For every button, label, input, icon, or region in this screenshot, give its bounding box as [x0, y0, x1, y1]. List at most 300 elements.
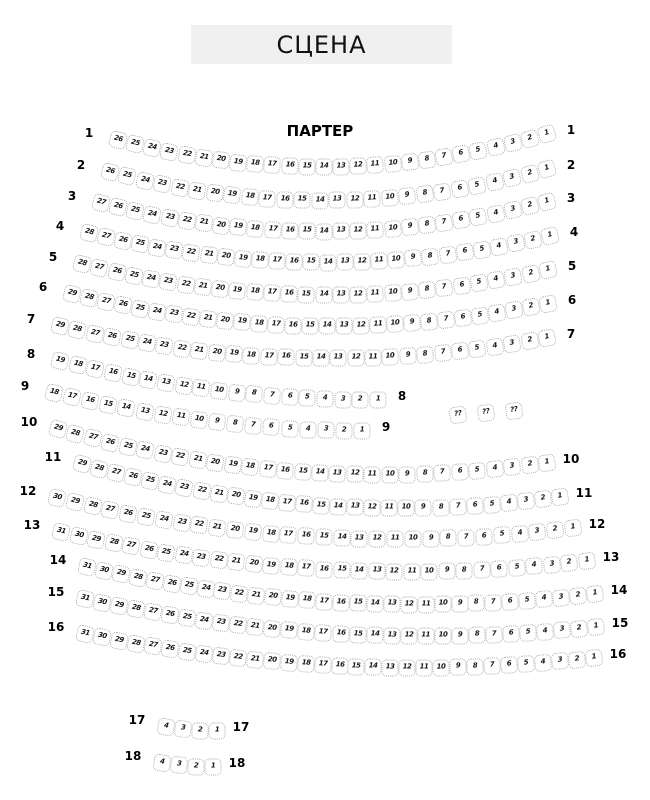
seat[interactable]: 1 [537, 328, 557, 348]
seat[interactable]: 12 [349, 222, 367, 240]
seat[interactable]: 18 [44, 383, 64, 403]
seat[interactable]: 28 [82, 496, 102, 516]
seat[interactable]: 12 [346, 191, 364, 209]
seat[interactable]: 3 [503, 200, 523, 220]
seat[interactable]: 9 [227, 383, 246, 402]
seat[interactable]: 24 [194, 644, 213, 663]
seat[interactable]: 6 [455, 243, 474, 262]
seat[interactable]: 12 [400, 628, 417, 645]
seat[interactable]: 7 [433, 344, 452, 363]
seat[interactable]: 22 [170, 178, 190, 198]
seat[interactable]: 16 [276, 191, 294, 209]
seat[interactable]: 6 [502, 625, 520, 643]
seat[interactable]: 18 [251, 251, 269, 269]
seat[interactable]: 16 [285, 253, 303, 271]
seat[interactable]: 25 [130, 299, 150, 319]
seat[interactable]: 23 [155, 336, 174, 355]
seat[interactable]: 7 [483, 657, 501, 675]
seat[interactable]: 7 [435, 279, 454, 298]
seat[interactable]: 24 [135, 170, 155, 190]
seat[interactable]: 14 [366, 595, 383, 612]
seat[interactable]: 3 [174, 720, 193, 739]
seat[interactable]: 24 [195, 611, 214, 630]
seat[interactable]: 7 [438, 245, 457, 264]
seat[interactable]: 21 [190, 341, 209, 360]
seat[interactable]: 2 [521, 264, 541, 284]
seat[interactable]: 23 [212, 613, 231, 632]
seat[interactable]: 12 [386, 563, 403, 580]
seat[interactable]: 4 [485, 137, 505, 157]
seat[interactable]: 26 [113, 295, 133, 315]
seat[interactable]: 16 [280, 285, 298, 303]
seat[interactable]: 1 [536, 123, 557, 144]
seat[interactable]: 28 [126, 634, 146, 654]
seat[interactable]: 7 [449, 498, 467, 516]
seat[interactable]: 25 [125, 201, 145, 221]
seat[interactable]: 4 [536, 623, 554, 641]
seat[interactable]: 12 [174, 376, 193, 395]
seat[interactable]: 4 [485, 337, 504, 356]
seat[interactable]: 5 [517, 655, 535, 673]
seat[interactable]: 15 [349, 594, 367, 612]
seat[interactable]: 5 [469, 274, 488, 293]
seat[interactable]: 28 [89, 458, 110, 479]
seat[interactable]: 23 [174, 478, 194, 498]
seat[interactable]: 18 [241, 188, 259, 206]
seat[interactable]: 10 [434, 596, 451, 613]
seat[interactable]: 2 [523, 230, 543, 250]
seat[interactable]: 17 [297, 559, 315, 577]
seat[interactable]: 1 [209, 723, 226, 740]
seat[interactable]: 9 [404, 249, 422, 267]
seat[interactable]: 3 [504, 301, 524, 321]
seat[interactable]: 13 [351, 530, 368, 547]
seat[interactable]: 22 [172, 339, 191, 358]
seat[interactable]: 15 [294, 192, 311, 209]
seat[interactable]: 21 [227, 553, 246, 572]
seat[interactable]: 22 [230, 584, 249, 603]
seat[interactable]: 26 [102, 327, 122, 347]
seat[interactable]: 7 [485, 626, 503, 644]
seat[interactable]: 5 [468, 207, 488, 227]
seat[interactable]: 2 [568, 650, 587, 669]
seat[interactable]: 19 [281, 590, 299, 608]
seat[interactable]: 7 [433, 464, 451, 482]
seat[interactable]: 6 [450, 179, 470, 199]
seat[interactable]: 4 [299, 421, 317, 439]
seat[interactable]: 19 [243, 523, 262, 542]
seat[interactable]: 26 [100, 432, 120, 452]
seat[interactable]: 10 [387, 251, 405, 269]
seat[interactable]: 15 [333, 561, 351, 579]
seat[interactable]: 22 [229, 616, 248, 635]
seat[interactable]: 29 [109, 631, 129, 651]
seat[interactable]: 16 [332, 625, 350, 643]
seat[interactable]: 12 [346, 466, 363, 483]
seat[interactable]: 25 [117, 166, 138, 187]
seat[interactable]: 9 [399, 347, 417, 365]
seat[interactable]: 23 [159, 142, 179, 162]
seat[interactable]: 29 [86, 530, 106, 550]
seat[interactable]: 7 [434, 213, 453, 232]
seat[interactable]: 18 [298, 591, 316, 609]
seat[interactable]: 25 [125, 134, 146, 155]
seat[interactable]: 20 [211, 280, 230, 299]
seat[interactable]: 2 [519, 128, 540, 149]
seat[interactable]: 27 [143, 637, 162, 656]
seat[interactable]: 1 [587, 618, 606, 637]
seat[interactable]: 16 [276, 461, 294, 479]
seat[interactable]: 3 [543, 556, 562, 575]
seat[interactable]: 19 [233, 250, 251, 268]
seat[interactable]: 21 [194, 214, 213, 233]
seat[interactable]: 16 [331, 657, 349, 675]
seat[interactable]: 15 [298, 158, 315, 175]
seat[interactable]: 18 [280, 558, 298, 576]
seat[interactable]: 6 [281, 388, 299, 406]
seat[interactable]: 17 [278, 493, 297, 512]
seat[interactable]: 15 [293, 463, 311, 481]
seat[interactable]: 21 [188, 450, 207, 469]
seat[interactable]: 1 [537, 192, 558, 213]
seat[interactable]: 14 [320, 254, 337, 271]
seat[interactable]: 12 [369, 531, 386, 548]
seat[interactable]: 9 [450, 659, 467, 676]
seat[interactable]: 3 [553, 621, 571, 639]
seat[interactable]: 25 [179, 577, 198, 596]
seat[interactable]: 3 [551, 652, 569, 670]
seat[interactable]: 20 [216, 311, 235, 330]
seat[interactable]: 24 [174, 546, 193, 565]
seat[interactable]: 20 [216, 248, 235, 267]
seat[interactable]: 1 [538, 294, 558, 314]
seat[interactable]: 18 [261, 524, 279, 542]
seat[interactable]: 8 [245, 385, 264, 404]
seat[interactable]: 20 [226, 521, 245, 540]
seat[interactable]: 22 [182, 243, 201, 262]
seat[interactable]: 5 [493, 526, 511, 544]
seat[interactable]: 2 [520, 196, 541, 217]
seat[interactable]: 11 [417, 628, 434, 645]
seat[interactable]: 15 [349, 626, 367, 644]
seat[interactable]: 5 [298, 389, 316, 407]
seat[interactable]: 23 [159, 272, 179, 292]
seat[interactable]: 5 [508, 559, 526, 577]
seat[interactable]: 11 [366, 221, 384, 239]
seat[interactable]: 6 [501, 593, 519, 611]
seat[interactable]: 24 [196, 579, 215, 598]
seat[interactable]: 13 [382, 659, 399, 676]
seat[interactable]: 15 [315, 529, 333, 547]
seat[interactable]: 20 [206, 453, 225, 472]
seat[interactable]: 2 [519, 163, 540, 184]
seat[interactable]: 11 [416, 659, 433, 676]
seat[interactable]: 18 [246, 220, 264, 238]
seat[interactable]: 8 [417, 150, 436, 169]
seat[interactable]: 11 [417, 596, 434, 613]
seat[interactable]: 21 [247, 586, 266, 605]
seat[interactable]: 14 [366, 627, 384, 645]
seat[interactable]: 26 [118, 504, 138, 524]
seat[interactable]: 14 [117, 398, 137, 418]
seat[interactable]: 4 [152, 753, 171, 772]
seat[interactable]: 9 [400, 153, 419, 172]
seat[interactable]: 2 [335, 422, 352, 439]
seat[interactable]: 30 [92, 627, 112, 647]
seat[interactable]: 3 [502, 133, 523, 154]
seat[interactable]: 16 [281, 158, 299, 176]
seat[interactable]: 24 [154, 510, 174, 530]
seat[interactable]: 7 [473, 561, 491, 579]
seat[interactable]: 3 [317, 421, 335, 439]
seat[interactable]: 24 [135, 440, 155, 460]
seat[interactable]: 8 [226, 415, 245, 434]
seat[interactable]: 2 [191, 722, 209, 740]
seat[interactable]: 20 [207, 343, 226, 362]
seat[interactable]: 4 [485, 460, 504, 479]
seat[interactable]: 1 [537, 453, 556, 472]
seat[interactable]: 18 [250, 315, 268, 333]
seat[interactable]: 18 [67, 355, 87, 375]
seat[interactable]: 11 [366, 156, 384, 174]
seat[interactable]: 21 [193, 278, 212, 297]
seat[interactable]: 26 [160, 639, 179, 658]
seat[interactable]: 28 [65, 423, 86, 444]
seat[interactable]: 2 [546, 521, 565, 540]
seat[interactable]: 1 [585, 649, 604, 668]
seat[interactable]: 10 [384, 284, 402, 302]
seat[interactable]: 3 [502, 334, 521, 353]
seat[interactable]: 6 [452, 276, 471, 295]
seat[interactable]: 1 [353, 422, 370, 439]
seat[interactable]: 27 [145, 571, 165, 591]
seat[interactable]: 9 [400, 218, 419, 237]
seat[interactable]: 31 [75, 589, 95, 609]
seat[interactable]: 8 [417, 216, 436, 235]
seat[interactable]: 8 [416, 345, 434, 363]
seat[interactable]: 3 [528, 523, 547, 542]
seat[interactable]: 20 [245, 555, 264, 574]
seat[interactable]: 4 [487, 304, 506, 323]
seat[interactable]: 12 [347, 349, 364, 366]
seat[interactable]: 8 [420, 313, 438, 331]
seat[interactable]: 27 [85, 324, 105, 344]
seat[interactable]: 4 [316, 390, 334, 408]
seat[interactable]: 31 [51, 522, 71, 542]
seat[interactable]: 16 [332, 594, 350, 612]
seat[interactable]: 19 [279, 654, 297, 672]
seat[interactable]: 10 [382, 348, 400, 366]
seat[interactable]: 24 [147, 302, 167, 322]
seat[interactable]: 30 [92, 593, 112, 613]
seat[interactable]: 11 [387, 531, 404, 548]
seat[interactable]: 13 [330, 350, 347, 367]
seat[interactable]: 16 [103, 363, 123, 383]
seat[interactable]: 19 [229, 153, 248, 172]
seat[interactable]: 4 [486, 271, 506, 291]
seat[interactable]: 11 [192, 379, 211, 398]
seat[interactable]: 22 [177, 211, 196, 230]
seat[interactable]: 24 [142, 138, 162, 158]
seat[interactable]: 1 [540, 226, 560, 246]
seat[interactable]: 11 [171, 408, 190, 427]
seat[interactable]: 29 [72, 454, 93, 475]
seat[interactable]: 29 [65, 492, 85, 512]
seat[interactable]: 10 [434, 628, 451, 645]
seat[interactable]: 18 [245, 283, 263, 301]
seat[interactable]: 18 [297, 623, 315, 641]
seat[interactable]: 9 [403, 314, 421, 332]
seat[interactable]: 2 [533, 490, 552, 509]
seat[interactable]: 19 [225, 345, 243, 363]
seat[interactable]: 6 [490, 560, 508, 578]
seat[interactable]: 28 [79, 288, 99, 308]
seat[interactable]: 19 [228, 282, 246, 300]
seat[interactable]: 19 [50, 351, 71, 372]
seat[interactable]: 12 [399, 659, 416, 676]
seat[interactable]: 19 [280, 621, 298, 639]
seat[interactable]: 12 [353, 253, 371, 271]
seat[interactable]: 25 [130, 234, 150, 254]
seat[interactable]: 24 [147, 238, 167, 258]
seat[interactable]: 15 [298, 223, 315, 240]
seat[interactable]: 2 [521, 297, 541, 317]
seat[interactable]: 14 [315, 223, 332, 240]
seat[interactable]: 21 [199, 309, 218, 328]
seat[interactable]: 10 [381, 466, 398, 483]
seat[interactable]: 14 [315, 159, 332, 176]
seat[interactable]: 7 [437, 311, 456, 330]
seat[interactable]: 20 [262, 652, 280, 670]
seat[interactable]: 11 [363, 190, 381, 208]
seat[interactable]: 3 [170, 756, 189, 775]
seat[interactable]: 8 [468, 627, 486, 645]
seat[interactable]: 18 [260, 491, 279, 510]
seat[interactable]: 26 [108, 130, 129, 151]
seat[interactable]: 25 [118, 436, 138, 456]
seat[interactable]: 7 [457, 529, 475, 547]
seat[interactable]: 28 [79, 223, 100, 244]
seat[interactable]: 10 [383, 219, 401, 237]
seat[interactable]: 14 [318, 318, 335, 335]
seat[interactable]: 6 [451, 342, 470, 361]
seat[interactable]: 4 [489, 237, 509, 257]
seat[interactable]: 20 [263, 619, 282, 638]
seat[interactable]: 22 [181, 307, 200, 326]
seat[interactable]: 3 [334, 391, 351, 408]
seat[interactable]: 20 [211, 151, 230, 170]
seat[interactable]: 5 [519, 624, 537, 642]
seat[interactable]: 24 [137, 334, 156, 353]
seat[interactable]: 28 [104, 533, 124, 553]
seat[interactable]: 26 [139, 540, 159, 560]
seat[interactable]: 3 [506, 233, 526, 253]
seat[interactable]: 26 [160, 606, 180, 626]
seat[interactable]: 13 [368, 563, 385, 580]
seat[interactable]: 21 [199, 246, 218, 265]
seat[interactable]: 18 [242, 346, 260, 364]
seat[interactable]: 17 [315, 592, 333, 610]
seat[interactable]: 18 [297, 655, 315, 673]
seat[interactable]: 9 [399, 466, 416, 483]
seat[interactable]: 26 [113, 231, 133, 251]
seat[interactable]: 10 [386, 315, 404, 333]
seat[interactable]: 14 [329, 498, 347, 516]
seat[interactable]: 17 [260, 348, 278, 366]
seat[interactable]: 12 [349, 286, 367, 304]
seat[interactable]: 30 [68, 526, 88, 546]
seat[interactable]: 20 [226, 487, 245, 506]
seat[interactable]: 3 [504, 267, 524, 287]
seat[interactable]: 2 [187, 758, 205, 776]
seat[interactable]: 2 [352, 391, 369, 408]
seat[interactable]: 8 [466, 658, 484, 676]
seat[interactable]: 9 [401, 282, 419, 300]
seat[interactable]: 4 [510, 525, 528, 543]
seat[interactable]: 5 [467, 176, 487, 196]
seat[interactable]: 1 [538, 260, 558, 280]
seat[interactable]: 1 [578, 552, 597, 571]
seat[interactable]: 10 [404, 531, 421, 548]
seat[interactable]: 10 [189, 410, 208, 429]
seat[interactable]: 29 [62, 284, 83, 305]
seat[interactable]: 11 [370, 252, 388, 270]
seat[interactable]: 25 [177, 608, 196, 627]
seat[interactable]: 22 [192, 481, 212, 501]
seat[interactable]: 5 [483, 495, 501, 513]
seat[interactable]: 27 [121, 537, 141, 557]
seat[interactable]: 28 [67, 320, 87, 340]
seat[interactable]: 10 [433, 659, 450, 676]
seat[interactable]: 13 [335, 318, 352, 335]
seat[interactable]: 12 [363, 499, 380, 516]
seat[interactable]: 23 [152, 174, 172, 194]
seat[interactable]: 25 [136, 507, 156, 527]
seat[interactable]: 29 [109, 596, 129, 616]
seat[interactable]: 6 [451, 145, 471, 165]
seat[interactable]: 24 [142, 205, 162, 225]
seat[interactable]: 17 [258, 460, 277, 479]
seat[interactable]: 8 [432, 499, 450, 517]
seat[interactable]: 5 [518, 591, 536, 609]
seat[interactable]: 13 [383, 627, 400, 644]
seat[interactable]: 11 [364, 466, 381, 483]
seat[interactable]: 12 [153, 405, 172, 424]
seat[interactable]: 14 [315, 287, 332, 304]
seat[interactable]: 8 [440, 530, 458, 548]
seat[interactable]: 22 [170, 447, 190, 467]
seat[interactable]: 26 [100, 162, 121, 183]
seat[interactable]: 20 [212, 216, 231, 235]
seat[interactable]: 8 [418, 281, 437, 300]
seat[interactable]: 20 [205, 184, 224, 203]
seat[interactable]: 28 [126, 599, 146, 619]
seat[interactable]: 17 [62, 387, 82, 407]
seat[interactable]: 19 [229, 218, 248, 237]
seat[interactable]: 23 [192, 548, 211, 567]
seat[interactable]: 26 [123, 467, 143, 487]
seat[interactable]: 15 [295, 349, 312, 366]
seat[interactable]: 10 [380, 189, 398, 207]
seat[interactable]: 5 [468, 340, 487, 359]
seat[interactable]: 3 [516, 492, 535, 511]
seat[interactable]: 13 [329, 192, 346, 209]
seat[interactable]: 23 [172, 513, 191, 532]
seat[interactable]: 17 [264, 221, 282, 239]
seat[interactable]: 11 [369, 316, 387, 334]
seat[interactable]: 11 [367, 285, 385, 303]
seat[interactable]: 14 [365, 659, 382, 676]
